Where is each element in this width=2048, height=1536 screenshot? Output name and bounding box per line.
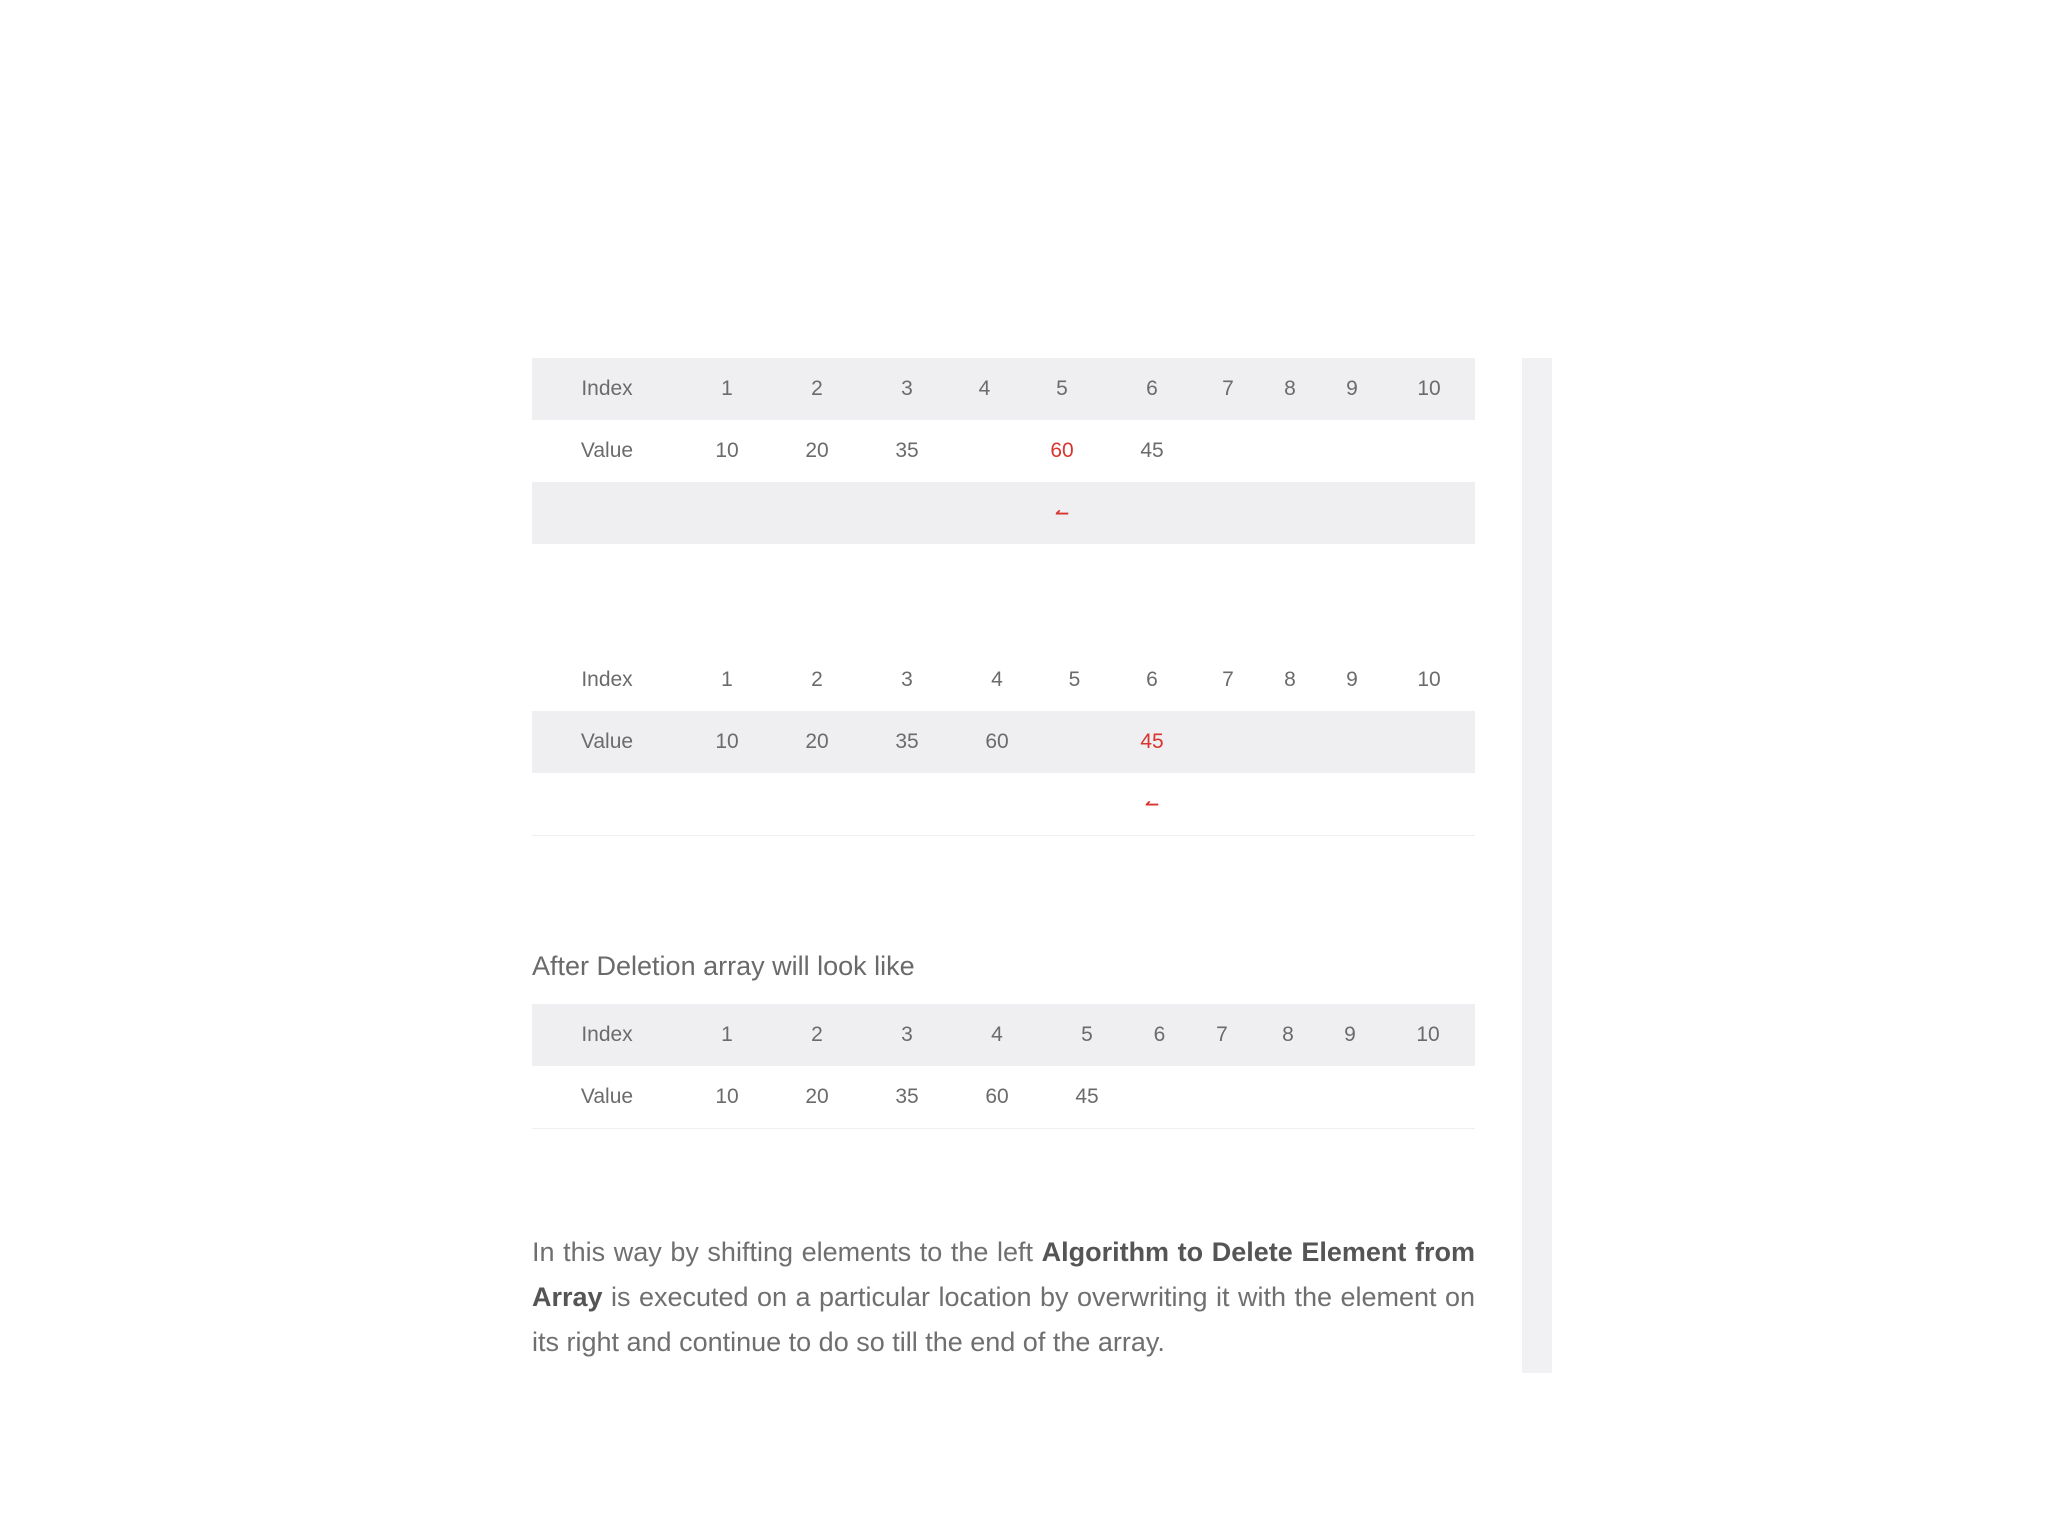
value-cell: 60 — [952, 1066, 1042, 1129]
index-cell: 10 — [1383, 358, 1475, 420]
value-cell — [1259, 420, 1321, 482]
value-row — [532, 1066, 1475, 1129]
sidebar-strip — [1522, 358, 1552, 1373]
paragraph-rest: is executed on a particular location by overwriting it with the element on its right and continue to do so till the end of the array. — [532, 1282, 1475, 1357]
index-cell: 1 — [682, 358, 772, 420]
value-cell — [1383, 420, 1475, 482]
value-cell — [1257, 1066, 1319, 1129]
value-cell-highlighted: 45 — [1107, 711, 1197, 773]
shift-left-arrow-icon: ↼ — [1144, 795, 1160, 814]
index-row — [532, 649, 1475, 711]
index-cell: 5 — [1042, 649, 1107, 711]
value-label: Value — [532, 420, 682, 482]
index-cell: 8 — [1259, 649, 1321, 711]
array-table-before-step-2 — [532, 649, 1475, 836]
value-cell: 45 — [1042, 1066, 1132, 1129]
index-label: Index — [532, 649, 682, 711]
value-cell: 20 — [772, 1066, 862, 1129]
index-cell: 3 — [862, 649, 952, 711]
value-cell — [1042, 711, 1107, 773]
after-deletion-heading: After Deletion array will look like — [532, 951, 915, 981]
value-row — [532, 711, 1475, 773]
index-cell: 9 — [1319, 1004, 1381, 1066]
array-table-after-deletion — [532, 1004, 1475, 1129]
value-cell: 10 — [682, 711, 772, 773]
index-cell: 8 — [1259, 358, 1321, 420]
index-cell: 6 — [1132, 1004, 1187, 1066]
index-cell: 7 — [1197, 649, 1259, 711]
value-cell — [952, 420, 1017, 482]
index-cell: 3 — [862, 358, 952, 420]
index-cell: 5 — [1042, 1004, 1132, 1066]
index-cell: 2 — [772, 1004, 862, 1066]
value-cell — [1321, 420, 1383, 482]
index-label: Index — [532, 358, 682, 420]
value-cell: 35 — [862, 1066, 952, 1129]
array-table-before-step-1 — [532, 358, 1475, 544]
index-cell: 7 — [1197, 358, 1259, 420]
arrow-row — [532, 773, 1475, 836]
paragraph-bold-title: Algorithm to Delete Element from Array — [532, 1237, 1475, 1312]
value-cell — [1381, 1066, 1475, 1129]
value-cell — [1259, 711, 1321, 773]
index-cell: 7 — [1187, 1004, 1257, 1066]
index-cell: 6 — [1107, 649, 1197, 711]
value-cell — [1383, 711, 1475, 773]
value-cell-highlighted: 60 — [1017, 420, 1107, 482]
index-cell: 10 — [1383, 649, 1475, 711]
value-cell — [1319, 1066, 1381, 1129]
index-cell: 2 — [772, 649, 862, 711]
value-label: Value — [532, 711, 682, 773]
explanation-paragraph — [532, 1230, 1475, 1365]
value-cell — [1197, 420, 1259, 482]
value-row — [532, 420, 1475, 482]
value-cell: 35 — [862, 711, 952, 773]
index-cell: 3 — [862, 1004, 952, 1066]
index-cell: 5 — [1017, 358, 1107, 420]
article-content — [532, 358, 1475, 1365]
shift-left-arrow-icon: ↼ — [1054, 504, 1070, 523]
value-cell — [1321, 711, 1383, 773]
value-cell: 45 — [1107, 420, 1197, 482]
index-cell: 8 — [1257, 1004, 1319, 1066]
index-row — [532, 1004, 1475, 1066]
index-label: Index — [532, 1004, 682, 1066]
index-cell: 9 — [1321, 649, 1383, 711]
value-cell — [1197, 711, 1259, 773]
value-cell: 60 — [952, 711, 1042, 773]
paragraph-intro: In this way by shifting elements to the left — [532, 1237, 1042, 1267]
value-cell: 20 — [772, 711, 862, 773]
value-cell — [1132, 1066, 1187, 1129]
arrow-row — [532, 482, 1475, 544]
value-cell: 10 — [682, 420, 772, 482]
index-cell: 4 — [952, 1004, 1042, 1066]
index-cell: 1 — [682, 1004, 772, 1066]
value-label: Value — [532, 1066, 682, 1129]
index-cell: 9 — [1321, 358, 1383, 420]
value-cell — [1187, 1066, 1257, 1129]
index-cell: 4 — [952, 358, 1017, 420]
index-cell: 2 — [772, 358, 862, 420]
index-cell: 4 — [952, 649, 1042, 711]
value-cell: 20 — [772, 420, 862, 482]
value-cell: 35 — [862, 420, 952, 482]
index-cell: 6 — [1107, 358, 1197, 420]
index-row — [532, 358, 1475, 420]
index-cell: 1 — [682, 649, 772, 711]
value-cell: 10 — [682, 1066, 772, 1129]
index-cell: 10 — [1381, 1004, 1475, 1066]
